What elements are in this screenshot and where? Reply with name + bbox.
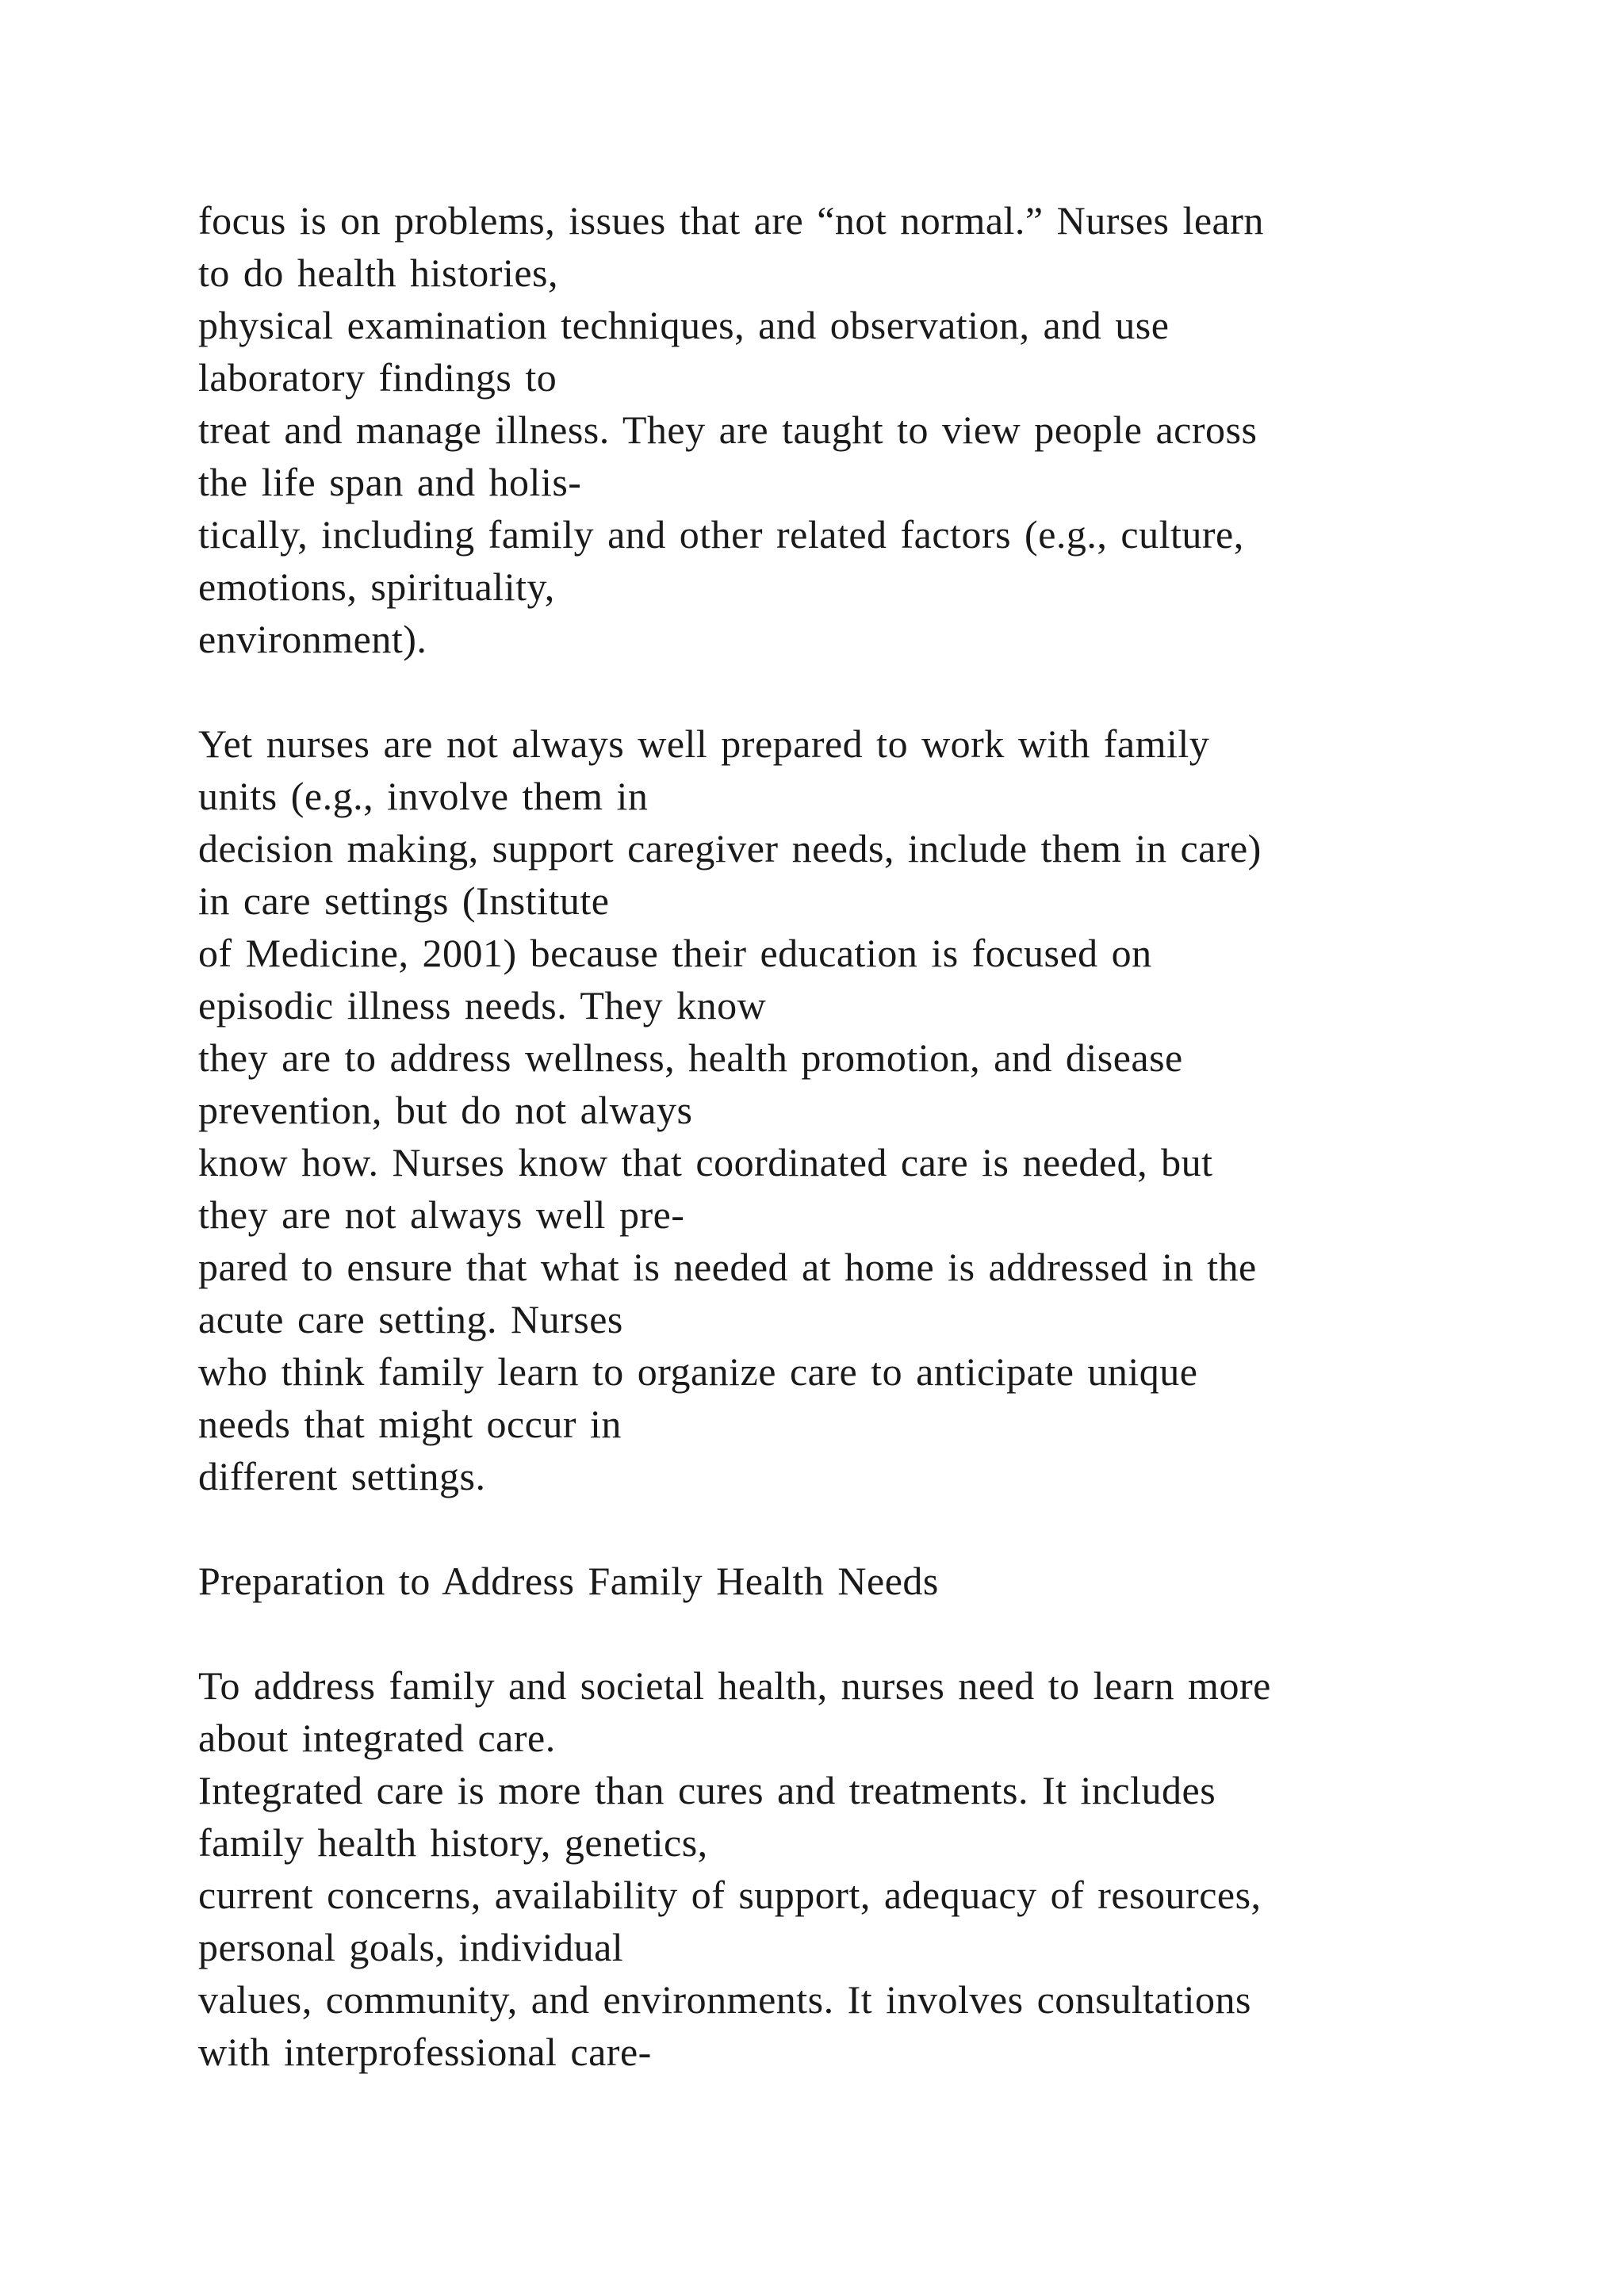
text-line: prevention, but do not always — [198, 1088, 693, 1132]
text-line: units (e.g., involve them in — [198, 774, 649, 818]
text-line: values, community, and environments. It involves consultations — [198, 1977, 1251, 2022]
text-line: decision making, support caregiver needs, include them in care) — [198, 826, 1262, 871]
text-line: Integrated care is more than cures and treatments. It includes — [198, 1768, 1216, 1812]
text-line: laboratory findings to — [198, 355, 557, 400]
text-line: different settings. — [198, 1454, 486, 1498]
text-line: to do health histories, — [198, 251, 558, 295]
text-line: Yet nurses are not always well prepared to work with family — [198, 721, 1210, 766]
text-line: about integrated care. — [198, 1716, 556, 1760]
text-line: needs that might occur in — [198, 1402, 622, 1446]
text-line: family health history, genetics, — [198, 1820, 708, 1865]
paragraph — [198, 1659, 1546, 2078]
text-line: personal goals, individual — [198, 1925, 624, 1969]
paragraph-gap — [198, 1502, 1546, 1555]
text-line: the life span and holis- — [198, 460, 582, 504]
paragraph — [198, 718, 1546, 1502]
text-line: To address family and societal health, nurses need to learn more — [198, 1663, 1271, 1708]
text-line: they are not always well pre- — [198, 1192, 685, 1237]
paragraph — [198, 194, 1546, 665]
text-line: focus is on problems, issues that are “not normal.” Nurses learn — [198, 198, 1264, 243]
text-line: treat and manage illness. They are taught to view people across — [198, 408, 1258, 452]
text-line: environment). — [198, 617, 427, 661]
text-line: who think family learn to organize care to anticipate unique — [198, 1349, 1198, 1394]
section-heading — [198, 1555, 1546, 1607]
text-line: episodic illness needs. They know — [198, 983, 767, 1027]
text-line: know how. Nurses know that coordinated care is needed, but — [198, 1140, 1213, 1184]
text-line: of Medicine, 2001) because their education is focused on — [198, 931, 1152, 975]
document-body — [198, 194, 1546, 2078]
text-line: in care settings (Institute — [198, 878, 610, 923]
text-line: tically, including family and other related factors (e.g., culture, — [198, 512, 1244, 557]
text-line: physical examination techniques, and observation, and use — [198, 303, 1170, 347]
text-line: acute care setting. Nurses — [198, 1297, 623, 1341]
paragraph-gap — [198, 665, 1546, 718]
text-line: current concerns, availability of support, adequacy of resources, — [198, 1873, 1262, 1917]
text-line: with interprofessional care- — [198, 2030, 652, 2074]
heading-line: Preparation to Address Family Health Needs — [198, 1559, 939, 1603]
paragraph-gap — [198, 1607, 1546, 1659]
text-line: pared to ensure that what is needed at home is addressed in the — [198, 1245, 1257, 1289]
text-line: they are to address wellness, health promotion, and disease — [198, 1035, 1183, 1080]
text-line: emotions, spirituality, — [198, 564, 555, 609]
